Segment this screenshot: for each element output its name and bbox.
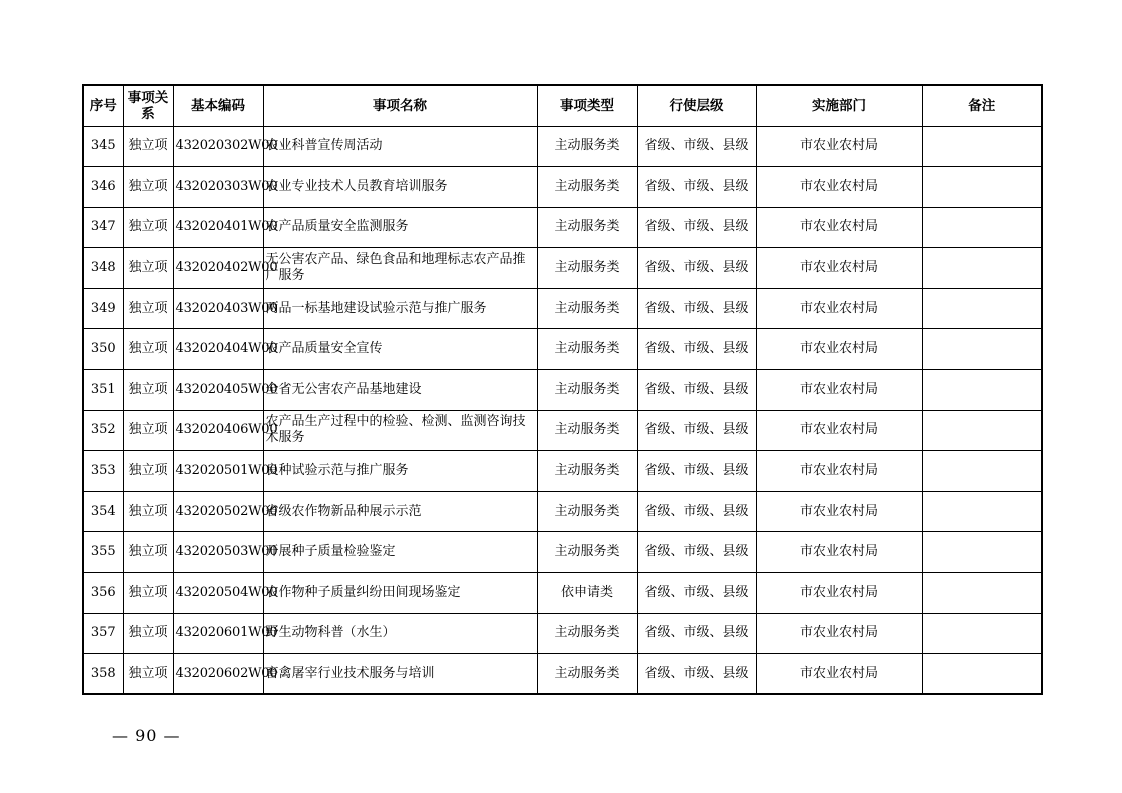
cell-relation: 独立项 [123, 288, 173, 329]
cell-item-type: 主动服务类 [537, 410, 637, 451]
cell-dept: 市农业农村局 [756, 410, 922, 451]
page-number: — 90 — [112, 726, 181, 745]
table-header-row [83, 85, 1042, 126]
cell-item-name: 农业科普宣传周活动 [263, 126, 537, 167]
cell-code: 432020602W00 [173, 654, 263, 695]
cell-dept: 市农业农村局 [756, 288, 922, 329]
table-row [83, 248, 1042, 289]
cell-dept: 市农业农村局 [756, 573, 922, 614]
cell-code: 432020501W00 [173, 451, 263, 492]
header-code: 基本编码 [173, 85, 263, 126]
cell-dept: 市农业农村局 [756, 248, 922, 289]
cell-item-name: 全省无公害农产品基地建设 [263, 370, 537, 411]
header-type: 事项类型 [537, 85, 637, 126]
cell-code: 432020302W00 [173, 126, 263, 167]
cell-remark [922, 288, 1042, 329]
cell-dept: 市农业农村局 [756, 329, 922, 370]
cell-item-type: 主动服务类 [537, 329, 637, 370]
cell-item-name: 畜禽屠宰行业技术服务与培训 [263, 654, 537, 695]
cell-code: 432020303W00 [173, 167, 263, 208]
cell-seq: 357 [83, 613, 123, 654]
cell-seq: 347 [83, 207, 123, 248]
cell-item-type: 主动服务类 [537, 532, 637, 573]
cell-level: 省级、市级、县级 [637, 329, 756, 370]
cell-seq: 355 [83, 532, 123, 573]
cell-item-name: 省级农作物新品种展示示范 [263, 491, 537, 532]
cell-item-type: 主动服务类 [537, 370, 637, 411]
cell-level: 省级、市级、县级 [637, 532, 756, 573]
cell-item-type: 主动服务类 [537, 613, 637, 654]
cell-remark [922, 451, 1042, 492]
header-dept: 实施部门 [756, 85, 922, 126]
cell-remark [922, 370, 1042, 411]
cell-code: 432020402W00 [173, 248, 263, 289]
cell-code: 432020401W00 [173, 207, 263, 248]
table-row [83, 207, 1042, 248]
cell-dept: 市农业农村局 [756, 167, 922, 208]
cell-dept: 市农业农村局 [756, 126, 922, 167]
table-row [83, 288, 1042, 329]
cell-level: 省级、市级、县级 [637, 167, 756, 208]
cell-dept: 市农业农村局 [756, 451, 922, 492]
cell-dept: 市农业农村局 [756, 491, 922, 532]
cell-code: 432020601W00 [173, 613, 263, 654]
cell-dept: 市农业农村局 [756, 654, 922, 695]
cell-relation: 独立项 [123, 654, 173, 695]
cell-relation: 独立项 [123, 207, 173, 248]
cell-remark [922, 167, 1042, 208]
cell-seq: 350 [83, 329, 123, 370]
table-row [83, 126, 1042, 167]
cell-seq: 346 [83, 167, 123, 208]
cell-code: 432020502W00 [173, 491, 263, 532]
cell-dept: 市农业农村局 [756, 207, 922, 248]
cell-dept: 市农业农村局 [756, 532, 922, 573]
cell-seq: 349 [83, 288, 123, 329]
cell-level: 省级、市级、县级 [637, 451, 756, 492]
cell-relation: 独立项 [123, 451, 173, 492]
cell-remark [922, 654, 1042, 695]
cell-level: 省级、市级、县级 [637, 248, 756, 289]
cell-relation: 独立项 [123, 573, 173, 614]
cell-level: 省级、市级、县级 [637, 654, 756, 695]
cell-seq: 345 [83, 126, 123, 167]
cell-item-name: 开展种子质量检验鉴定 [263, 532, 537, 573]
cell-code: 432020503W00 [173, 532, 263, 573]
cell-item-name: 农产品质量安全宣传 [263, 329, 537, 370]
cell-relation: 独立项 [123, 329, 173, 370]
cell-level: 省级、市级、县级 [637, 370, 756, 411]
cell-remark [922, 491, 1042, 532]
cell-level: 省级、市级、县级 [637, 613, 756, 654]
cell-item-name: 农业专业技术人员教育培训服务 [263, 167, 537, 208]
cell-item-name: 两品一标基地建设试验示范与推广服务 [263, 288, 537, 329]
cell-remark [922, 329, 1042, 370]
cell-remark [922, 532, 1042, 573]
cell-item-name: 良种试验示范与推广服务 [263, 451, 537, 492]
header-name: 事项名称 [263, 85, 537, 126]
table-row [83, 167, 1042, 208]
table-body [83, 126, 1042, 694]
cell-remark [922, 248, 1042, 289]
table-row [83, 491, 1042, 532]
cell-item-type: 主动服务类 [537, 167, 637, 208]
cell-level: 省级、市级、县级 [637, 573, 756, 614]
cell-seq: 352 [83, 410, 123, 451]
cell-relation: 独立项 [123, 167, 173, 208]
cell-code: 432020504W00 [173, 573, 263, 614]
cell-seq: 351 [83, 370, 123, 411]
cell-dept: 市农业农村局 [756, 613, 922, 654]
service-items-table [82, 84, 1043, 695]
cell-remark [922, 613, 1042, 654]
cell-item-type: 主动服务类 [537, 654, 637, 695]
cell-seq: 358 [83, 654, 123, 695]
table-row [83, 613, 1042, 654]
cell-remark [922, 207, 1042, 248]
cell-item-type: 主动服务类 [537, 126, 637, 167]
cell-item-type: 主动服务类 [537, 207, 637, 248]
table-row [83, 654, 1042, 695]
cell-relation: 独立项 [123, 532, 173, 573]
cell-remark [922, 126, 1042, 167]
cell-level: 省级、市级、县级 [637, 288, 756, 329]
table-row [83, 370, 1042, 411]
cell-relation: 独立项 [123, 613, 173, 654]
cell-remark [922, 573, 1042, 614]
cell-level: 省级、市级、县级 [637, 207, 756, 248]
cell-item-type: 依申请类 [537, 573, 637, 614]
cell-item-name: 农作物种子质量纠纷田间现场鉴定 [263, 573, 537, 614]
cell-remark [922, 410, 1042, 451]
cell-seq: 354 [83, 491, 123, 532]
table-row [83, 451, 1042, 492]
table-row [83, 573, 1042, 614]
cell-relation: 独立项 [123, 370, 173, 411]
cell-dept: 市农业农村局 [756, 370, 922, 411]
cell-item-type: 主动服务类 [537, 288, 637, 329]
cell-code: 432020403W00 [173, 288, 263, 329]
cell-relation: 独立项 [123, 491, 173, 532]
cell-code: 432020406W00 [173, 410, 263, 451]
cell-item-name: 农产品生产过程中的检验、检测、监测咨询技术服务 [263, 410, 537, 451]
cell-code: 432020404W00 [173, 329, 263, 370]
cell-code: 432020405W00 [173, 370, 263, 411]
cell-relation: 独立项 [123, 126, 173, 167]
header-seq: 序号 [83, 85, 123, 126]
cell-relation: 独立项 [123, 410, 173, 451]
header-level: 行使层级 [637, 85, 756, 126]
cell-item-type: 主动服务类 [537, 451, 637, 492]
cell-item-name: 农产品质量安全监测服务 [263, 207, 537, 248]
cell-level: 省级、市级、县级 [637, 410, 756, 451]
table-row [83, 410, 1042, 451]
header-remark: 备注 [922, 85, 1042, 126]
table-row [83, 329, 1042, 370]
cell-item-name: 无公害农产品、绿色食品和地理标志农产品推广服务 [263, 248, 537, 289]
cell-item-type: 主动服务类 [537, 248, 637, 289]
cell-item-type: 主动服务类 [537, 491, 637, 532]
cell-level: 省级、市级、县级 [637, 491, 756, 532]
table-row [83, 532, 1042, 573]
cell-seq: 356 [83, 573, 123, 614]
cell-item-name: 野生动物科普（水生） [263, 613, 537, 654]
cell-seq: 353 [83, 451, 123, 492]
cell-seq: 348 [83, 248, 123, 289]
cell-relation: 独立项 [123, 248, 173, 289]
cell-level: 省级、市级、县级 [637, 126, 756, 167]
header-relation: 事项关系 [123, 85, 173, 126]
